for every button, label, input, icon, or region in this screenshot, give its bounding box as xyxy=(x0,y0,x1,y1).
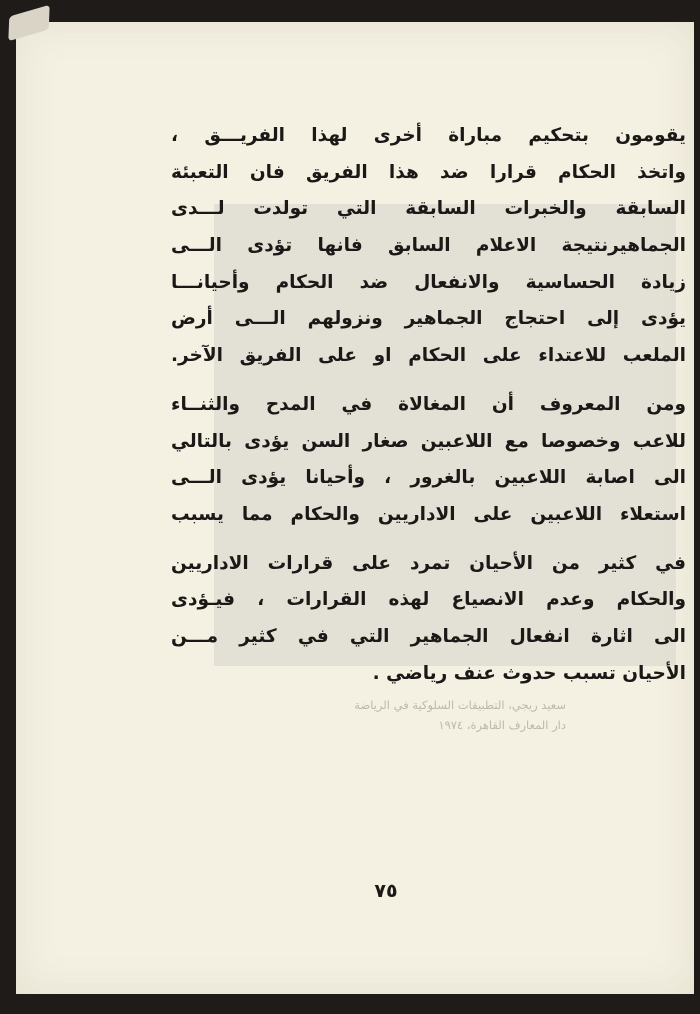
text-line: الجماهيرنتيجة الاعلام السابق فانها تؤدى الـــى xyxy=(171,235,686,257)
faint-note-line: دار المعارف القاهرة، ١٩٧٤ xyxy=(438,718,566,732)
text-line: استعلاء اللاعبين على الاداريين والحكام مما يسبب xyxy=(171,503,686,525)
text-line: الملعب للاعتداء على الحكام او على الفريق الآخر. xyxy=(171,345,686,367)
body-text xyxy=(171,118,686,692)
book-page xyxy=(16,22,694,994)
text-line: والحكام وعدم الانصياع لهذه القرارات ، فيـؤدى xyxy=(171,589,686,611)
text-line: زيادة الحساسية والانفعال ضد الحكام وأحيانـــا xyxy=(171,271,686,293)
text-line: الأحيان تسبب حدوث عنف رياضي . xyxy=(372,662,686,684)
text-line: الى اثارة انفعال الجماهير التي في كثير مـــن xyxy=(171,625,686,647)
faint-note-line: سعيد ريجي، التطبيقات السلوكية في الرياضة xyxy=(354,698,566,712)
text-line: في كثير من الأحيان تمرد على قرارات الاداريين xyxy=(171,552,686,574)
text-line: يؤدى إلى احتجاج الجماهير ونزولهم الـــى أرض xyxy=(171,308,686,330)
text-line: للاعب وخصوصا مع اللاعبين صغار السن يؤدى بالتالي xyxy=(171,430,686,452)
text-line: واتخذ الحكام قرارا ضد هذا الفريق فان التعبئة xyxy=(171,161,686,183)
text-line: الى اصابة اللاعبين بالغرور ، وأحيانا يؤدى الـــى xyxy=(171,467,686,489)
text-line: السابقة والخبرات السابقة التي تولدت لـــدى xyxy=(171,198,686,220)
text-line: ومن المعروف أن المغالاة في المدح والثنــاء xyxy=(171,393,686,415)
text-line: يقومون بتحكيم مباراة أخرى لهذا الفريـــق ، xyxy=(171,125,686,146)
page-number: ٧٥ xyxy=(374,880,398,902)
